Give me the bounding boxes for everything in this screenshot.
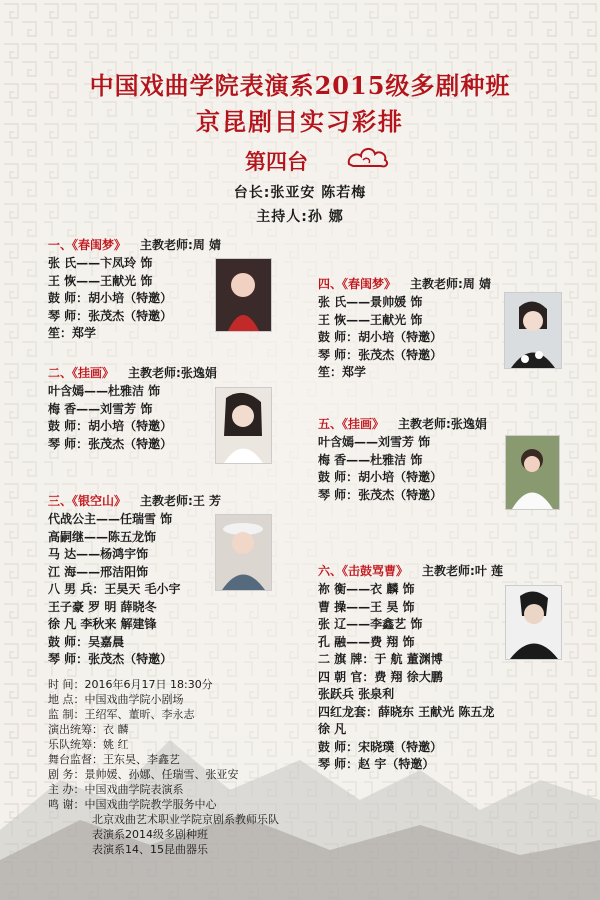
cast-row: 徐 凡 李秋来 解建锋	[48, 617, 157, 631]
cast-row: 二 旗 牌：于 航 董渊博	[318, 652, 443, 666]
performer-photo-2	[215, 387, 272, 464]
cast-row: 鼓 师：胡小培（特邀）	[48, 419, 173, 433]
event-info	[48, 677, 279, 857]
section-teacher: 主教老师:周 婧	[410, 277, 492, 291]
program-section-6	[318, 562, 503, 774]
cast-row: 江 海——邢洁阳饰	[48, 564, 149, 579]
thanks-item: 北京戏曲艺术职业学院京剧系教师乐队	[92, 813, 279, 826]
info-row	[48, 797, 279, 812]
program-section-2	[48, 364, 217, 453]
cast-row: 高嗣继——陈五龙饰	[48, 529, 157, 544]
cast-row: 八 男 兵：王昊天 毛小宇	[48, 582, 181, 596]
info-label: 鸣 谢：	[48, 798, 85, 811]
section-number: 五、	[318, 417, 343, 431]
cast-row: 琴 师：张茂杰（特邀）	[318, 487, 443, 502]
program-section-4	[318, 275, 491, 382]
host: 主持人:孙 娜	[256, 209, 344, 225]
performer-photo-1	[215, 258, 272, 332]
section-header	[48, 236, 221, 253]
cast-row: 张跃兵 张泉利	[318, 687, 395, 701]
info-value: 姚 红	[103, 738, 129, 751]
program-section-1	[48, 236, 221, 343]
cast-row: 徐 凡	[318, 722, 347, 736]
section-title: 《春闺梦》	[342, 277, 397, 291]
info-value: 王绍军、董昕、李永志	[84, 708, 195, 721]
cast-row: 鼓 师：胡小培（特邀）	[318, 330, 443, 344]
info-label: 地 点：	[48, 693, 85, 706]
section-title: 《击鼓骂曹》	[342, 564, 409, 578]
section-teacher: 主教老师:周 婧	[140, 238, 222, 252]
cast-row: 四红龙套：薛晓东 王献光 陈五龙	[318, 704, 495, 719]
cast-row: 孔 融——费 翔 饰	[318, 634, 415, 649]
section-header	[318, 275, 491, 292]
section-teacher: 主教老师:张逸娟	[128, 366, 217, 380]
cast-row: 鼓 师：宋晓璞（特邀）	[318, 739, 443, 754]
info-value: 2016年6月17日 18:30分	[84, 678, 213, 691]
cast-row: 琴 师：赵 宇（特邀）	[318, 757, 435, 771]
info-row	[48, 677, 279, 692]
program-section-3	[48, 492, 221, 669]
cast-row: 曹 操——王 昊 饰	[318, 599, 415, 614]
performer-photo-4	[504, 292, 562, 369]
section-header	[318, 562, 503, 579]
cast-row: 王 恢——王献光 饰	[318, 312, 423, 327]
cast-row: 梅 香——杜雅洁 饰	[318, 452, 423, 467]
info-value: 王东昊、李鑫艺	[103, 753, 180, 766]
cast-row: 四 朝 官：费 翔 徐大鹏	[318, 669, 443, 684]
cast-row: 叶含嫣——刘雪芳 饰	[318, 435, 431, 449]
info-value: 中国戏曲学院表演系	[84, 783, 184, 796]
cast-row: 鼓 师：胡小培（特邀）	[318, 470, 443, 484]
title-line-2: 京昆剧目实习彩排	[196, 107, 404, 136]
info-label: 监 制：	[48, 708, 85, 721]
info-label: 主 办：	[48, 783, 85, 796]
program-section-5	[318, 415, 487, 504]
section-number: 二、	[48, 366, 73, 380]
cloud-icon	[345, 142, 391, 170]
cast-row: 祢 衡——衣 麟 饰	[318, 582, 415, 596]
info-row	[48, 737, 279, 752]
info-value: 中国戏曲学院教学服务中心	[84, 798, 217, 811]
cast-row: 叶含嫣——杜雅洁 饰	[48, 384, 161, 398]
section-number: 六、	[318, 564, 343, 578]
info-label: 时 间：	[48, 678, 85, 691]
section-teacher: 主教老师:王 芳	[140, 494, 222, 508]
section-number: 三、	[48, 494, 73, 508]
info-value: 衣 麟	[103, 723, 129, 736]
section-teacher: 主教老师:张逸娟	[398, 417, 487, 431]
info-row	[48, 782, 279, 797]
section-number: 一、	[48, 238, 73, 252]
cast-row: 张 辽——李鑫艺 饰	[318, 617, 423, 631]
section-header	[318, 415, 487, 432]
section-title: 《挂画》	[72, 366, 115, 380]
cast-row: 马 达——杨鸿宇饰	[48, 547, 149, 561]
section-title: 《春闺梦》	[72, 238, 127, 252]
info-row	[48, 707, 279, 722]
info-label: 剧 务：	[48, 768, 85, 781]
section-header	[48, 492, 221, 509]
info-label: 乐队统筹：	[48, 738, 103, 751]
thanks-item: 表演系2014级多剧种班	[92, 828, 208, 841]
cast-row: 代战公主——任瑞雪 饰	[48, 512, 173, 526]
thanks-item: 表演系14、15昆曲器乐	[92, 843, 208, 856]
cast-row: 笙：郑学	[48, 326, 97, 340]
info-row	[48, 752, 279, 767]
cast-row: 鼓 师：吴嘉晨	[48, 634, 125, 649]
section-header	[48, 364, 217, 381]
cast-row: 琴 师：张茂杰（特邀）	[48, 436, 173, 451]
cast-row: 鼓 师：胡小培（特邀）	[48, 291, 173, 305]
performer-photo-6	[505, 585, 562, 660]
performer-photo-5	[505, 435, 560, 510]
cast-row: 琴 师：张茂杰（特邀）	[318, 347, 443, 362]
cast-row: 张 氏——卞凤玲 饰	[48, 256, 153, 270]
cast-row: 笙：郑学	[318, 365, 367, 379]
cast-row: 王 恢——王献光 饰	[48, 273, 153, 288]
cast-row: 梅 香——刘雪芳 饰	[48, 401, 153, 416]
info-row	[48, 767, 279, 782]
section-title: 《挂画》	[342, 417, 385, 431]
info-row	[48, 722, 279, 737]
section-teacher: 主教老师:叶 莲	[422, 564, 504, 578]
cast-row: 琴 师：张茂杰（特邀）	[48, 308, 173, 323]
cast-row: 王子豪 罗 明 薛晓冬	[48, 599, 157, 614]
section-title: 《银空山》	[72, 494, 127, 508]
title-line-1: 中国戏曲学院表演系2015级多剧种班	[89, 71, 511, 100]
info-row	[48, 692, 279, 707]
performer-photo-3	[215, 514, 272, 591]
title-line-3: 第四台	[245, 149, 308, 174]
section-number: 四、	[318, 277, 343, 291]
info-label: 舞台监督：	[48, 753, 103, 766]
info-value: 景帅媛、孙娜、任瑞雪、张亚安	[84, 768, 239, 781]
info-value: 中国戏曲学院小剧场	[84, 693, 184, 706]
cast-row: 琴 师：张茂杰（特邀）	[48, 652, 173, 666]
info-label: 演出统筹：	[48, 723, 103, 736]
stage-manager: 台长:张亚安 陈若梅	[233, 185, 367, 201]
cast-row: 张 氏——景帅媛 饰	[318, 295, 423, 309]
